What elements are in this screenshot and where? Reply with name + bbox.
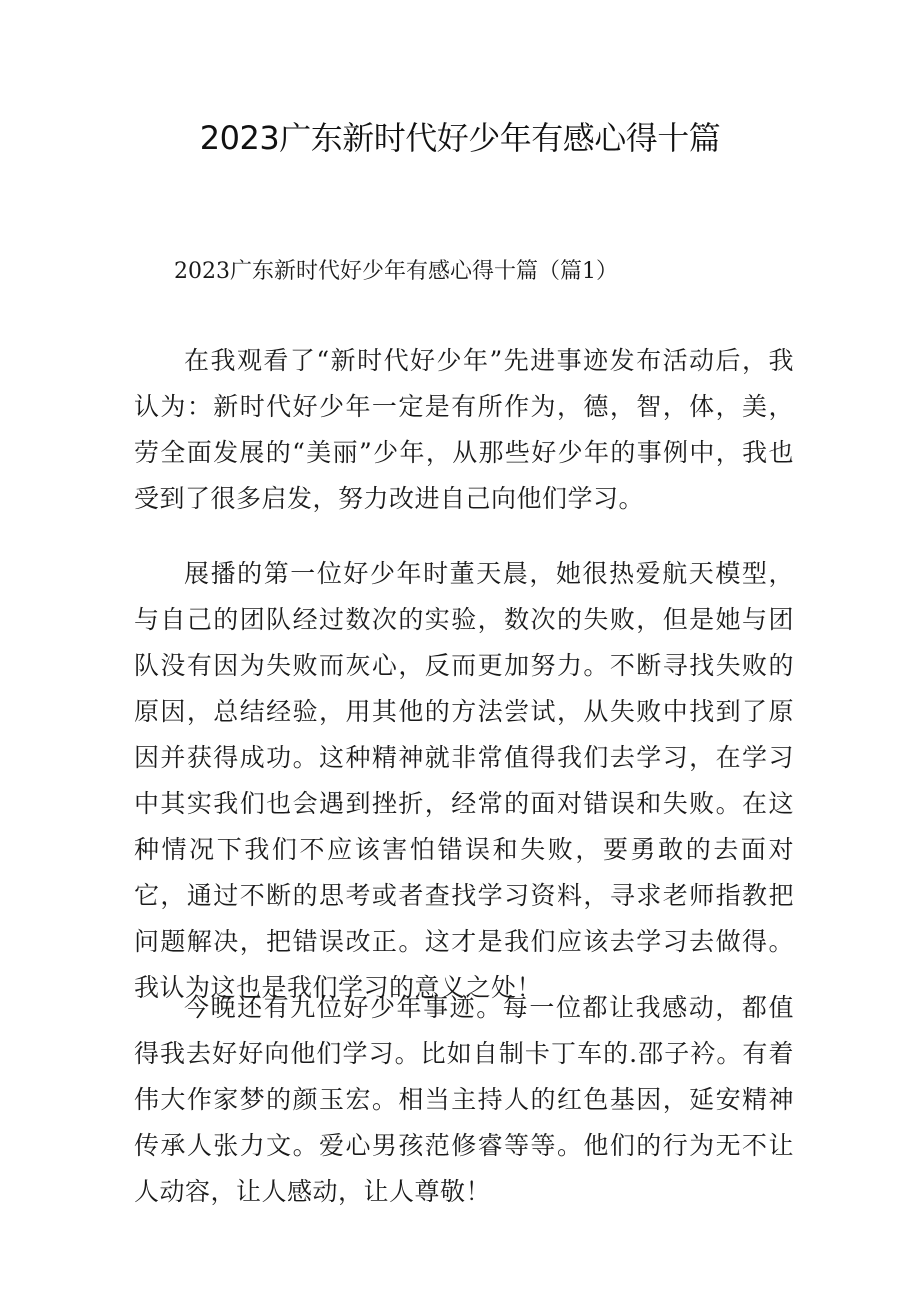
paragraph-2: 展播的第一位好少年时董天晨，她很热爱航天模型，与自己的团队经过数次的实验，数次的失败，但是她与团队没有因为失败而灰心，反而更加努力。不断寻找失败的原因，总结经验，用其他的方法尝试，从失败中找到了原因并获得成功。这种精神就非常值得我们去学习，在学习中其实我们也会遇到挫折，经常的面对错误和失败。在这种情况下我们不应该害怕错误和失败，要勇敢的去面对它，通过不断的思考或者查找学习资料，寻求老师指教把问题解决，把错误改正。这才是我们应该去学习去做得。我认为这也是我们学习的意义之处！: [134, 559, 794, 1002]
section-heading: 2023广东新时代好少年有感心得十篇（篇1）: [174, 259, 618, 284]
document-title: 2023广东新时代好少年有感心得十篇: [199, 119, 721, 157]
paragraph-3: 今晚还有九位好少年事迹。每一位都让我感动，都值得我去好好向他们学习。比如自制卡丁车的.邵子衿。有着伟大作家梦的颜玉宏。相当主持人的红色基因，延安精神传承人张力文。爱心男孩范修睿等等。他们的行为无不让人动容，让人感动，让人尊敬！: [134, 993, 794, 1206]
paragraph-1: 在我观看了“新时代好少年”先进事迹发布活动后，我认为：新时代好少年一定是有所作为，德，智，体，美，劳全面发展的“美丽”少年，从那些好少年的事例中，我也受到了很多启发，努力改进自己向他们学习。: [134, 346, 794, 513]
